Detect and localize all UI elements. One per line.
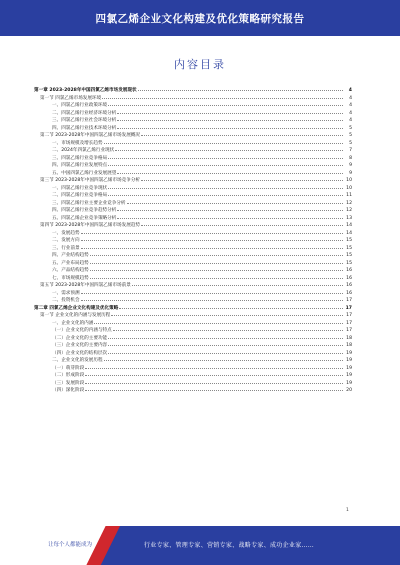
toc-entry-text: 第一节 企业文化的内涵与发展历程 bbox=[40, 313, 111, 318]
toc-entry[interactable] bbox=[34, 139, 352, 147]
toc-leader-dots bbox=[117, 214, 343, 219]
toc-leader-dots bbox=[85, 371, 343, 376]
toc-entry[interactable] bbox=[34, 289, 352, 297]
toc-entry[interactable] bbox=[34, 86, 352, 94]
toc-entry[interactable] bbox=[34, 221, 352, 229]
toc-entry-text: 第一章 2023-2028年中国四氯乙烯市场发展现状 bbox=[34, 88, 137, 93]
toc-leader-dots bbox=[104, 139, 343, 144]
toc-entry-text: 第一节 四氯乙烯市场发展环境 bbox=[40, 95, 102, 101]
toc-entry[interactable] bbox=[34, 206, 352, 214]
toc-entry-text: 一、四氯乙烯行业政策环境 bbox=[52, 103, 108, 108]
toc-entry-text: 一、四氯乙烯行业竞争现状 bbox=[52, 185, 108, 191]
toc-entry[interactable] bbox=[34, 229, 352, 237]
toc-entry-page: 8 bbox=[349, 155, 352, 161]
toc-entry-text: 二、四氯乙烯行业竞争格局 bbox=[52, 193, 108, 198]
toc-entry-text: （二）形成阶段 bbox=[52, 373, 85, 378]
toc-entry[interactable] bbox=[34, 101, 352, 109]
toc-entry[interactable] bbox=[34, 169, 352, 177]
toc-entry[interactable] bbox=[34, 386, 352, 394]
toc-heading: 内容目录 bbox=[174, 58, 226, 71]
toc-leader-dots bbox=[108, 334, 343, 339]
toc-entry-page: 12 bbox=[346, 208, 352, 213]
toc-entry-text: 二、四氯乙烯行业经济环境分析 bbox=[52, 110, 117, 116]
toc-entry-page: 19 bbox=[346, 350, 352, 356]
toc-entry-page: 15 bbox=[346, 253, 352, 258]
toc-entry[interactable] bbox=[34, 176, 352, 184]
toc-leader-dots bbox=[117, 109, 343, 114]
toc-leader-dots bbox=[108, 101, 343, 106]
toc-entry-text: 三、四氯乙烯行业社会环境分析 bbox=[52, 118, 117, 123]
toc-entry[interactable] bbox=[34, 184, 352, 192]
toc-entry-text: 一、市场规模及增长趋势 bbox=[52, 140, 103, 146]
toc-entry-text: 第二章 四氯乙烯企业文化构建及优化策略 bbox=[34, 305, 119, 311]
toc-entry-text: 四、四氯乙烯行业技术环境分析 bbox=[52, 125, 117, 131]
toc-entry-page: 14 bbox=[346, 223, 352, 228]
toc-entry-page: 17 bbox=[346, 313, 352, 318]
toc-entry-page: 4 bbox=[349, 95, 352, 101]
toc-entry-page: 12 bbox=[346, 200, 352, 206]
toc-entry[interactable] bbox=[34, 146, 352, 154]
toc-entry-page: 11 bbox=[346, 193, 352, 198]
toc-leader-dots bbox=[108, 191, 343, 196]
report-title: 四氯乙烯企业文化构建及优化策略研究报告 bbox=[95, 12, 305, 25]
toc-entry-page: 9 bbox=[349, 163, 352, 168]
toc-entry-text: 第二节 2023-2028年中国四氯乙烯市场发展概况 bbox=[40, 133, 141, 138]
toc-entry[interactable] bbox=[34, 274, 352, 282]
footer-slogan-right: 行业专家、管理专家、营销专家、战略专家、成功企业家…… bbox=[144, 542, 315, 549]
toc-entry-text: （一）企业文化的内涵与特点 bbox=[52, 328, 112, 333]
toc-leader-dots bbox=[119, 304, 343, 309]
toc-entry-text: 三、四氯乙烯行业竞争格局 bbox=[52, 155, 108, 161]
toc-leader-dots bbox=[94, 319, 343, 324]
toc-entry-page: 13 bbox=[346, 215, 352, 221]
toc-entry[interactable] bbox=[34, 199, 352, 207]
toc-entry-page: 15 bbox=[346, 238, 352, 243]
toc-entry[interactable] bbox=[34, 349, 352, 357]
toc-entry[interactable] bbox=[34, 131, 352, 139]
toc-entry-text: 五、中国四氯乙烯行业发展展望 bbox=[52, 170, 117, 176]
toc-entry-page: 17 bbox=[346, 328, 352, 333]
toc-entry-text: 二、发展方向 bbox=[52, 238, 80, 243]
toc-entry-text: （四）深化阶段 bbox=[52, 388, 85, 393]
toc-entry-text: 五、产业布局趋势 bbox=[52, 260, 89, 266]
toc-entry-page: 7 bbox=[349, 148, 352, 153]
toc-leader-dots bbox=[108, 341, 343, 346]
toc-entry-page: 18 bbox=[346, 343, 352, 348]
toc-entry-text: （四）企业文化的结构层次 bbox=[52, 350, 108, 356]
toc-entry-page: 15 bbox=[346, 260, 352, 266]
header-bar bbox=[0, 0, 400, 36]
toc-entry-page: 10 bbox=[346, 178, 352, 183]
toc-entry-text: 二、2024年四氯乙烯行业现状 bbox=[52, 148, 115, 153]
toc-leader-dots bbox=[90, 266, 343, 271]
toc-leader-dots bbox=[117, 206, 343, 211]
toc-entry-text: 四、产业结构趋势 bbox=[52, 253, 89, 258]
toc-entry-page: 20 bbox=[346, 388, 352, 393]
toc-entry-page: 4 bbox=[349, 118, 352, 123]
toc-leader-dots bbox=[132, 281, 343, 286]
toc-entry-page: 19 bbox=[346, 358, 352, 363]
toc-entry-text: 五、四氯乙烯企业竞争策略分析 bbox=[52, 215, 117, 221]
toc-entry-page: 5 bbox=[349, 125, 352, 131]
toc-entry[interactable] bbox=[34, 281, 352, 289]
toc-leader-dots bbox=[111, 311, 343, 316]
toc-leader-dots bbox=[108, 349, 343, 354]
toc-entry[interactable] bbox=[34, 356, 352, 364]
toc-entry[interactable] bbox=[34, 124, 352, 132]
toc-leader-dots bbox=[127, 199, 343, 204]
toc-entry-page: 5 bbox=[349, 140, 352, 146]
toc-entry-text: 第三节 2023-2028年中国四氯乙烯市场竞争分析 bbox=[40, 178, 141, 183]
footer-slogan-left: 让每个人都能成为 bbox=[48, 542, 93, 548]
toc-entry[interactable] bbox=[34, 364, 352, 372]
toc-entry[interactable] bbox=[34, 266, 352, 274]
toc-leader-dots bbox=[117, 124, 343, 129]
toc-entry-text: 三、四氯乙烯行业主要企业竞争分析 bbox=[52, 200, 126, 206]
toc-leader-dots bbox=[81, 229, 343, 234]
toc-entry-text: 第四节 2023-2028年中国四氯乙烯市场发展趋势 bbox=[40, 223, 141, 228]
toc-leader-dots bbox=[90, 274, 343, 279]
toc-leader-dots bbox=[117, 116, 343, 121]
toc-entry-page: 19 bbox=[346, 380, 352, 386]
toc-entry[interactable] bbox=[34, 304, 352, 312]
toc-entry-text: 二、企业文化的发展历程 bbox=[52, 358, 103, 363]
toc-entry-text: 一、企业文化的内涵 bbox=[52, 320, 94, 326]
toc-entry[interactable] bbox=[34, 341, 352, 349]
toc-leader-dots bbox=[81, 244, 343, 249]
toc-entry-page: 16 bbox=[346, 275, 352, 281]
toc-leader-dots bbox=[90, 259, 343, 264]
toc-entry-page: 18 bbox=[346, 335, 352, 341]
toc-entry-page: 4 bbox=[348, 88, 352, 93]
toc-entry-page: 10 bbox=[346, 185, 352, 191]
toc-entry[interactable] bbox=[34, 311, 352, 319]
toc-entry[interactable] bbox=[34, 109, 352, 117]
toc-entry[interactable] bbox=[34, 116, 352, 124]
page-number: 1 bbox=[346, 508, 349, 513]
toc-leader-dots bbox=[141, 176, 343, 181]
toc-entry-page: 16 bbox=[346, 283, 352, 288]
toc-entry-text: 二、投资机会 bbox=[52, 298, 80, 303]
toc-entry-page: 4 bbox=[349, 103, 352, 108]
toc-leader-dots bbox=[104, 356, 343, 361]
toc-entry[interactable] bbox=[34, 319, 352, 327]
toc-leader-dots bbox=[141, 221, 343, 226]
toc-entry[interactable] bbox=[34, 191, 352, 199]
toc-leader-dots bbox=[85, 379, 343, 384]
toc-entry-text: 七、市场规模趋势 bbox=[52, 275, 89, 281]
toc-entry-page: 19 bbox=[346, 373, 352, 378]
toc-entry-page: 15 bbox=[346, 245, 352, 251]
toc-entry[interactable] bbox=[34, 371, 352, 379]
toc-leader-dots bbox=[81, 296, 343, 301]
toc-entry-text: 一、需求预测 bbox=[52, 290, 80, 296]
toc-entry[interactable] bbox=[34, 214, 352, 222]
toc-leader-dots bbox=[141, 131, 343, 136]
toc-leader-dots bbox=[115, 146, 343, 151]
toc-leader-dots bbox=[90, 251, 343, 256]
toc-entry-text: 三、行业前景 bbox=[52, 245, 80, 251]
toc-entry-page: 4 bbox=[349, 110, 352, 116]
toc-entry-text: 四、四氯乙烯行业发展特点 bbox=[52, 163, 108, 168]
toc-entry[interactable] bbox=[34, 334, 352, 342]
toc-entry-text: （三）发展阶段 bbox=[52, 380, 85, 386]
table-of-contents bbox=[34, 86, 352, 394]
toc-leader-dots bbox=[117, 169, 343, 174]
toc-entry[interactable] bbox=[34, 251, 352, 259]
toc-entry-page: 16 bbox=[346, 268, 352, 273]
toc-leader-dots bbox=[113, 326, 343, 331]
toc-entry-page: 9 bbox=[349, 170, 352, 176]
toc-leader-dots bbox=[85, 386, 343, 391]
toc-entry-page: 17 bbox=[345, 305, 352, 311]
toc-entry-page: 17 bbox=[346, 320, 352, 326]
toc-entry-page: 19 bbox=[346, 365, 352, 371]
toc-entry-text: 一、发展趋势 bbox=[52, 230, 80, 236]
toc-leader-dots bbox=[108, 184, 343, 189]
toc-entry[interactable] bbox=[34, 161, 352, 169]
toc-entry-page: 5 bbox=[349, 133, 352, 138]
toc-entry-page: 16 bbox=[346, 290, 352, 296]
toc-entry-page: 17 bbox=[346, 298, 352, 303]
toc-entry-text: （一）萌芽阶段 bbox=[52, 365, 85, 371]
toc-entry[interactable] bbox=[34, 94, 352, 102]
toc-entry-text: 六、产品结构趋势 bbox=[52, 268, 89, 273]
toc-leader-dots bbox=[85, 364, 343, 369]
toc-entry[interactable] bbox=[34, 326, 352, 334]
toc-leader-dots bbox=[108, 161, 343, 166]
toc-entry-text: （三）企业文化的主要内容 bbox=[52, 343, 108, 348]
toc-leader-dots bbox=[81, 236, 343, 241]
toc-leader-dots bbox=[108, 154, 343, 159]
toc-entry[interactable] bbox=[34, 236, 352, 244]
toc-entry[interactable] bbox=[34, 259, 352, 267]
toc-entry[interactable] bbox=[34, 154, 352, 162]
toc-entry[interactable] bbox=[34, 244, 352, 252]
toc-entry[interactable] bbox=[34, 296, 352, 304]
toc-entry-text: （二）企业文化的主要功能 bbox=[52, 335, 108, 341]
footer-banner bbox=[0, 526, 400, 565]
toc-leader-dots bbox=[138, 86, 343, 91]
toc-entry-page: 14 bbox=[346, 230, 352, 236]
toc-entry[interactable] bbox=[34, 379, 352, 387]
toc-leader-dots bbox=[102, 94, 343, 99]
toc-leader-dots bbox=[81, 289, 343, 294]
toc-entry-text: 四、四氯乙烯行业竞争趋势分析 bbox=[52, 208, 117, 213]
toc-entry-text: 第五节 2023-2028年中国四氯乙烯市场前景 bbox=[40, 283, 131, 288]
